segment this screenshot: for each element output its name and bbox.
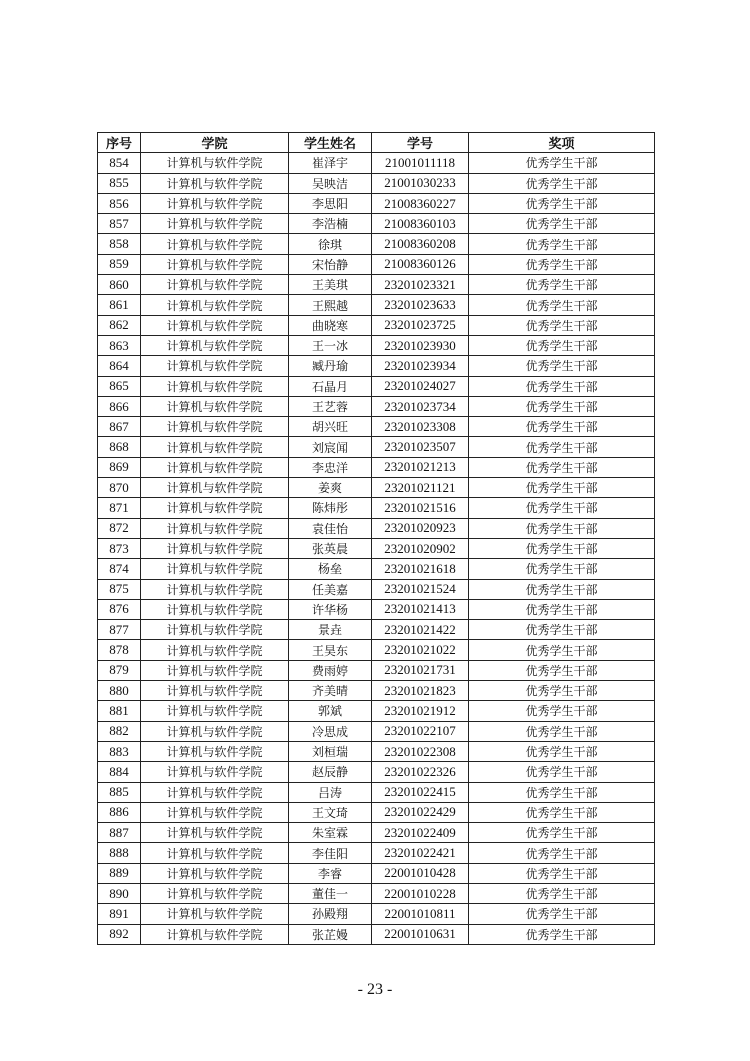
row-index-cell: 875 [98, 579, 141, 599]
row-index-cell: 854 [98, 153, 141, 173]
student-id-cell: 23201022429 [372, 802, 469, 822]
table-row [98, 396, 655, 416]
award-cell: 优秀学生干部 [469, 741, 655, 761]
table-row [98, 376, 655, 396]
college-cell: 计算机与软件学院 [141, 741, 289, 761]
row-index-cell: 890 [98, 883, 141, 903]
college-cell: 计算机与软件学院 [141, 559, 289, 579]
award-cell: 优秀学生干部 [469, 843, 655, 863]
student-id-cell: 23201022107 [372, 721, 469, 741]
row-index-cell: 892 [98, 924, 141, 944]
student-name-cell: 吴映洁 [289, 173, 372, 193]
student-id-cell: 23201022409 [372, 823, 469, 843]
student-id-cell: 23201021618 [372, 559, 469, 579]
college-cell: 计算机与软件学院 [141, 275, 289, 295]
college-cell: 计算机与软件学院 [141, 153, 289, 173]
student-name-cell: 李浩楠 [289, 214, 372, 234]
college-cell: 计算机与软件学院 [141, 599, 289, 619]
college-cell: 计算机与软件学院 [141, 538, 289, 558]
student-id-cell: 22001010631 [372, 924, 469, 944]
student-name-cell: 陈炜彤 [289, 498, 372, 518]
row-index-cell: 869 [98, 457, 141, 477]
student-name-cell: 孙殿翔 [289, 904, 372, 924]
college-cell: 计算机与软件学院 [141, 823, 289, 843]
table-row [98, 640, 655, 660]
college-cell: 计算机与软件学院 [141, 802, 289, 822]
student-id-cell: 23201023934 [372, 356, 469, 376]
award-cell: 优秀学生干部 [469, 417, 655, 437]
student-id-cell: 22001010811 [372, 904, 469, 924]
college-cell: 计算机与软件学院 [141, 376, 289, 396]
student-name-cell: 李睿 [289, 863, 372, 883]
college-cell: 计算机与软件学院 [141, 843, 289, 863]
award-cell: 优秀学生干部 [469, 437, 655, 457]
table-header-row [98, 133, 655, 153]
table-row [98, 904, 655, 924]
college-cell: 计算机与软件学院 [141, 193, 289, 213]
college-cell: 计算机与软件学院 [141, 579, 289, 599]
student-id-cell: 23201023507 [372, 437, 469, 457]
student-id-cell: 23201023930 [372, 335, 469, 355]
student-name-cell: 崔泽宇 [289, 153, 372, 173]
college-cell: 计算机与软件学院 [141, 437, 289, 457]
college-cell: 计算机与软件学院 [141, 234, 289, 254]
table-row [98, 295, 655, 315]
table-row [98, 802, 655, 822]
row-index-cell: 857 [98, 214, 141, 234]
row-index-cell: 856 [98, 193, 141, 213]
student-name-cell: 费雨婷 [289, 660, 372, 680]
table-row [98, 518, 655, 538]
row-index-cell: 859 [98, 254, 141, 274]
college-cell: 计算机与软件学院 [141, 173, 289, 193]
row-index-cell: 858 [98, 234, 141, 254]
student-name-cell: 袁佳怡 [289, 518, 372, 538]
row-index-cell: 885 [98, 782, 141, 802]
student-name-cell: 徐琪 [289, 234, 372, 254]
college-cell: 计算机与软件学院 [141, 762, 289, 782]
college-cell: 计算机与软件学院 [141, 904, 289, 924]
college-cell: 计算机与软件学院 [141, 295, 289, 315]
row-index-cell: 881 [98, 701, 141, 721]
award-cell: 优秀学生干部 [469, 559, 655, 579]
student-name-cell: 冷思成 [289, 721, 372, 741]
award-cell: 优秀学生干部 [469, 579, 655, 599]
college-cell: 计算机与软件学院 [141, 681, 289, 701]
row-index-cell: 864 [98, 356, 141, 376]
student-id-cell: 22001010228 [372, 883, 469, 903]
award-cell: 优秀学生干部 [469, 701, 655, 721]
college-cell: 计算机与软件学院 [141, 417, 289, 437]
college-cell: 计算机与软件学院 [141, 863, 289, 883]
award-cell: 优秀学生干部 [469, 234, 655, 254]
table-row [98, 681, 655, 701]
college-cell: 计算机与软件学院 [141, 640, 289, 660]
award-cell: 优秀学生干部 [469, 295, 655, 315]
student-name-cell: 王熙越 [289, 295, 372, 315]
row-index-cell: 862 [98, 315, 141, 335]
row-index-cell: 879 [98, 660, 141, 680]
table-row [98, 559, 655, 579]
award-cell: 优秀学生干部 [469, 802, 655, 822]
award-cell: 优秀学生干部 [469, 640, 655, 660]
student-name-cell: 齐美晴 [289, 681, 372, 701]
header-college: 学院 [141, 133, 289, 153]
student-name-cell: 王美琪 [289, 275, 372, 295]
table-row [98, 457, 655, 477]
table-row [98, 417, 655, 437]
college-cell: 计算机与软件学院 [141, 782, 289, 802]
student-id-cell: 23201021731 [372, 660, 469, 680]
award-cell: 优秀学生干部 [469, 356, 655, 376]
student-id-cell: 23201024027 [372, 376, 469, 396]
award-cell: 优秀学生干部 [469, 275, 655, 295]
row-index-cell: 863 [98, 335, 141, 355]
table-row [98, 863, 655, 883]
college-cell: 计算机与软件学院 [141, 660, 289, 680]
table-row [98, 843, 655, 863]
student-id-cell: 21008360126 [372, 254, 469, 274]
table-row [98, 498, 655, 518]
row-index-cell: 860 [98, 275, 141, 295]
student-id-cell: 23201023321 [372, 275, 469, 295]
college-cell: 计算机与软件学院 [141, 214, 289, 234]
award-cell: 优秀学生干部 [469, 823, 655, 843]
student-name-cell: 石晶月 [289, 376, 372, 396]
student-name-cell: 李思阳 [289, 193, 372, 213]
student-name-cell: 曲晓寒 [289, 315, 372, 335]
student-name-cell: 许华杨 [289, 599, 372, 619]
table-row [98, 356, 655, 376]
student-name-cell: 胡兴旺 [289, 417, 372, 437]
student-id-cell: 23201022415 [372, 782, 469, 802]
table-row [98, 924, 655, 944]
student-id-cell: 21001011118 [372, 153, 469, 173]
student-name-cell: 朱室霖 [289, 823, 372, 843]
row-index-cell: 880 [98, 681, 141, 701]
student-id-cell: 21008360208 [372, 234, 469, 254]
student-id-cell: 23201022308 [372, 741, 469, 761]
table-row [98, 153, 655, 173]
student-id-cell: 23201023308 [372, 417, 469, 437]
student-name-cell: 任美嘉 [289, 579, 372, 599]
award-cell: 优秀学生干部 [469, 518, 655, 538]
table-row [98, 478, 655, 498]
student-name-cell: 刘宸闻 [289, 437, 372, 457]
college-cell: 计算机与软件学院 [141, 883, 289, 903]
table-row [98, 599, 655, 619]
award-cell: 优秀学生干部 [469, 904, 655, 924]
award-cell: 优秀学生干部 [469, 498, 655, 518]
student-name-cell: 张英晨 [289, 538, 372, 558]
student-name-cell: 张芷嫚 [289, 924, 372, 944]
student-id-cell: 23201022326 [372, 762, 469, 782]
student-id-cell: 23201023633 [372, 295, 469, 315]
page-number: - 23 - [357, 981, 393, 998]
table-body [98, 153, 655, 945]
college-cell: 计算机与软件学院 [141, 518, 289, 538]
award-cell: 优秀学生干部 [469, 538, 655, 558]
student-id-cell: 23201021516 [372, 498, 469, 518]
student-name-cell: 姜爽 [289, 478, 372, 498]
row-index-cell: 889 [98, 863, 141, 883]
table-row [98, 173, 655, 193]
award-cell: 优秀学生干部 [469, 681, 655, 701]
row-index-cell: 871 [98, 498, 141, 518]
award-cell: 优秀学生干部 [469, 376, 655, 396]
award-cell: 优秀学生干部 [469, 214, 655, 234]
student-id-cell: 23201021413 [372, 599, 469, 619]
header-award: 奖项 [469, 133, 655, 153]
award-cell: 优秀学生干部 [469, 660, 655, 680]
award-cell: 优秀学生干部 [469, 924, 655, 944]
award-cell: 优秀学生干部 [469, 254, 655, 274]
student-id-cell: 21001030233 [372, 173, 469, 193]
table-row [98, 701, 655, 721]
table-row [98, 315, 655, 335]
student-name-cell: 李忠洋 [289, 457, 372, 477]
row-index-cell: 888 [98, 843, 141, 863]
table-row [98, 538, 655, 558]
award-cell: 优秀学生干部 [469, 599, 655, 619]
award-cell: 优秀学生干部 [469, 396, 655, 416]
student-id-cell: 23201023725 [372, 315, 469, 335]
student-name-cell: 李佳阳 [289, 843, 372, 863]
row-index-cell: 891 [98, 904, 141, 924]
row-index-cell: 882 [98, 721, 141, 741]
award-cell: 优秀学生干部 [469, 721, 655, 741]
row-index-cell: 870 [98, 478, 141, 498]
row-index-cell: 867 [98, 417, 141, 437]
award-cell: 优秀学生干部 [469, 335, 655, 355]
student-name-cell: 王昊东 [289, 640, 372, 660]
award-cell: 优秀学生干部 [469, 153, 655, 173]
student-name-cell: 董佳一 [289, 883, 372, 903]
student-name-cell: 郭斌 [289, 701, 372, 721]
row-index-cell: 874 [98, 559, 141, 579]
college-cell: 计算机与软件学院 [141, 498, 289, 518]
student-id-cell: 23201023734 [372, 396, 469, 416]
student-name-cell: 赵辰静 [289, 762, 372, 782]
student-id-cell: 23201021524 [372, 579, 469, 599]
row-index-cell: 876 [98, 599, 141, 619]
table-row [98, 193, 655, 213]
college-cell: 计算机与软件学院 [141, 254, 289, 274]
header-index: 序号 [98, 133, 141, 153]
row-index-cell: 872 [98, 518, 141, 538]
row-index-cell: 877 [98, 620, 141, 640]
college-cell: 计算机与软件学院 [141, 457, 289, 477]
table-row [98, 883, 655, 903]
row-index-cell: 884 [98, 762, 141, 782]
table-row [98, 437, 655, 457]
student-id-cell: 23201021912 [372, 701, 469, 721]
table-row [98, 620, 655, 640]
table-row [98, 782, 655, 802]
row-index-cell: 855 [98, 173, 141, 193]
student-id-cell: 21008360227 [372, 193, 469, 213]
row-index-cell: 883 [98, 741, 141, 761]
table-row [98, 762, 655, 782]
student-id-cell: 23201021121 [372, 478, 469, 498]
college-cell: 计算机与软件学院 [141, 396, 289, 416]
table-row [98, 234, 655, 254]
college-cell: 计算机与软件学院 [141, 315, 289, 335]
table-row [98, 275, 655, 295]
row-index-cell: 873 [98, 538, 141, 558]
header-student-id: 学号 [372, 133, 469, 153]
table-row [98, 721, 655, 741]
student-id-cell: 23201021213 [372, 457, 469, 477]
award-cell: 优秀学生干部 [469, 478, 655, 498]
student-id-cell: 22001010428 [372, 863, 469, 883]
student-id-cell: 23201021823 [372, 681, 469, 701]
student-id-cell: 21008360103 [372, 214, 469, 234]
student-id-cell: 23201022421 [372, 843, 469, 863]
row-index-cell: 887 [98, 823, 141, 843]
student-id-cell: 23201021422 [372, 620, 469, 640]
award-cell: 优秀学生干部 [469, 457, 655, 477]
student-name-cell: 臧丹瑜 [289, 356, 372, 376]
row-index-cell: 865 [98, 376, 141, 396]
award-cell: 优秀学生干部 [469, 173, 655, 193]
table-row [98, 660, 655, 680]
award-cell: 优秀学生干部 [469, 193, 655, 213]
student-id-cell: 23201021022 [372, 640, 469, 660]
award-cell: 优秀学生干部 [469, 863, 655, 883]
row-index-cell: 861 [98, 295, 141, 315]
college-cell: 计算机与软件学院 [141, 701, 289, 721]
student-name-cell: 王一冰 [289, 335, 372, 355]
college-cell: 计算机与软件学院 [141, 478, 289, 498]
college-cell: 计算机与软件学院 [141, 335, 289, 355]
student-name-cell: 刘桓瑞 [289, 741, 372, 761]
student-name-cell: 景垚 [289, 620, 372, 640]
student-name-cell: 杨垒 [289, 559, 372, 579]
row-index-cell: 868 [98, 437, 141, 457]
award-list-table [97, 132, 655, 945]
student-name-cell: 王艺蓉 [289, 396, 372, 416]
college-cell: 计算机与软件学院 [141, 356, 289, 376]
row-index-cell: 878 [98, 640, 141, 660]
award-cell: 优秀学生干部 [469, 782, 655, 802]
table-row [98, 254, 655, 274]
row-index-cell: 886 [98, 802, 141, 822]
row-index-cell: 866 [98, 396, 141, 416]
student-id-cell: 23201020923 [372, 518, 469, 538]
college-cell: 计算机与软件学院 [141, 620, 289, 640]
table-row [98, 335, 655, 355]
table-row [98, 741, 655, 761]
award-cell: 优秀学生干部 [469, 762, 655, 782]
award-cell: 优秀学生干部 [469, 315, 655, 335]
award-cell: 优秀学生干部 [469, 883, 655, 903]
student-name-cell: 宋怡静 [289, 254, 372, 274]
student-id-cell: 23201020902 [372, 538, 469, 558]
table-row [98, 823, 655, 843]
award-cell: 优秀学生干部 [469, 620, 655, 640]
student-name-cell: 王文琦 [289, 802, 372, 822]
header-student-name: 学生姓名 [289, 133, 372, 153]
table-row [98, 579, 655, 599]
college-cell: 计算机与软件学院 [141, 924, 289, 944]
college-cell: 计算机与软件学院 [141, 721, 289, 741]
student-name-cell: 吕涛 [289, 782, 372, 802]
table-row [98, 214, 655, 234]
